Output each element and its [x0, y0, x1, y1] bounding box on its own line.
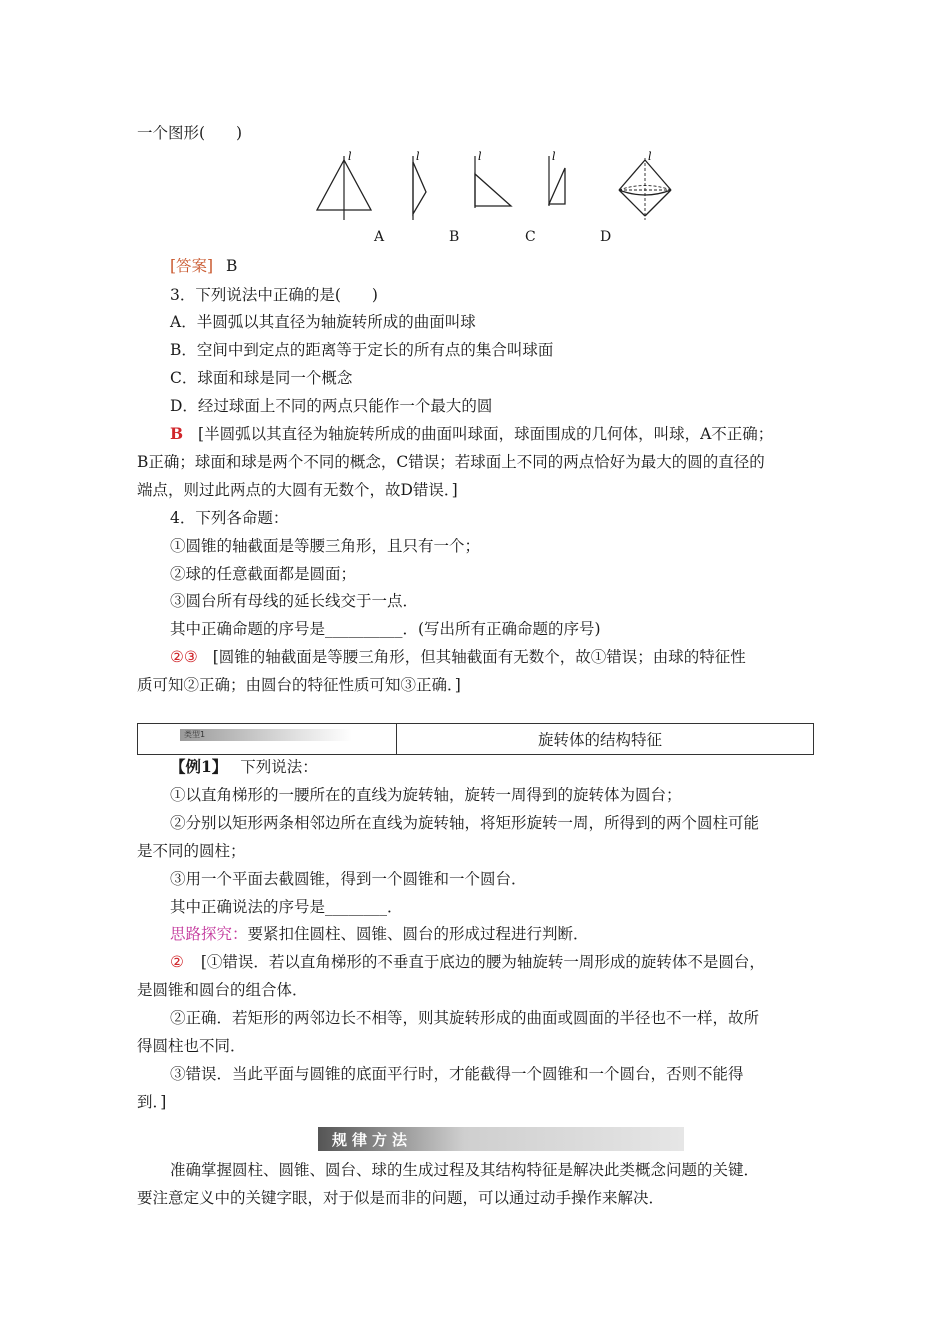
- svg-text:l: l: [416, 150, 420, 163]
- q3-answer: B: [170, 424, 184, 443]
- q3-explanation-line2: B正确；球面和球是两个不同的概念，C错误；若球面上不同的两点恰好为最大的圆的直径的: [137, 453, 765, 471]
- example-explanation-line1: [①错误．若以直角梯形的不垂直于底边的腰为轴旋转一周形成的旋转体不是圆台，: [200, 953, 765, 971]
- figure-triangle-symmetric: [317, 150, 371, 220]
- svg-text:l: l: [552, 150, 556, 163]
- q4-stem: 4．下列各命题：: [170, 509, 289, 527]
- q4-item-2: ②球的任意截面都是圆面；: [170, 565, 357, 583]
- method-banner: [318, 1127, 684, 1151]
- type-tag: 类型1: [180, 729, 352, 741]
- example-label: 【例1】: [170, 757, 228, 776]
- q4-item-3: ③圆台所有母线的延长线交于一点．: [170, 592, 419, 610]
- example-explanation-line5: ③错误．当此平面与圆锥的底面平行时，才能截得一个圆锥和一个圆台，否则不能得: [170, 1065, 744, 1083]
- q3-option-b: B．空间中到定点的距离等于定长的所有点的集合叫球面: [170, 341, 554, 359]
- answer-tag: [答案]: [170, 257, 214, 275]
- example-explanation-line6: 到．]: [137, 1093, 167, 1111]
- type-title: 旋转体的结构特征: [538, 731, 663, 749]
- example-item-3: ③用一个平面去截圆锥，得到一个圆锥和一个圆台．: [170, 870, 527, 888]
- type-box-divider: [396, 724, 397, 754]
- q2-stem-tail: 一个图形( ): [137, 124, 243, 142]
- example-item-2-cont: 是不同的圆柱；: [137, 842, 246, 860]
- axis-label: l: [348, 150, 352, 163]
- option-label-c: C: [525, 229, 536, 245]
- option-label-a: A: [374, 229, 385, 245]
- method-text-line1: 准确掌握圆柱、圆锥、圆台、球的生成过程及其结构特征是解决此类概念问题的关键．: [170, 1161, 760, 1179]
- method-text-line2: 要注意定义中的关键字眼，对于似是而非的问题，可以通过动手操作来解决．: [137, 1189, 665, 1207]
- example-item-2: ②分别以矩形两条相邻边所在直线为旋转轴，将矩形旋转一周，所得到的两个圆柱可能: [170, 814, 760, 832]
- q4-explanation-line2: 质可知②正确；由圆台的特征性质可知③正确．]: [137, 676, 461, 694]
- figure-option-a: [413, 150, 426, 220]
- example-explanation-line4: 得圆柱也不同．: [137, 1037, 246, 1055]
- svg-text:l: l: [648, 150, 652, 163]
- q4-explanation-line1: [圆锥的轴截面是等腰三角形，但其轴截面有无数个，故①错误；由球的特征性: [212, 648, 746, 666]
- q4-answer: ②③: [170, 648, 198, 666]
- q2-answer: B: [226, 257, 238, 275]
- method-banner-text: 规律方法: [332, 1131, 413, 1149]
- q4-ask: 其中正确命题的序号是__________．(写出所有正确命题的序号): [170, 620, 601, 638]
- example-explanation-line2: 是圆锥和圆台的组合体．: [137, 981, 308, 999]
- svg-text:l: l: [478, 150, 482, 163]
- q3-option-a: A．半圆弧以其直径为轴旋转所成的曲面叫球: [170, 313, 476, 331]
- example-ask: 其中正确说法的序号是________．: [170, 898, 403, 916]
- example-stem: 下列说法：: [240, 758, 318, 776]
- option-label-d: D: [600, 229, 612, 245]
- q3-option-c: C．球面和球是同一个概念: [170, 369, 353, 387]
- hint-label: 思路探究：: [170, 925, 248, 943]
- example-explanation-line3: ②正确．若矩形的两邻边长不相等，则其旋转形成的曲面或圆面的半径也不一样，故所: [170, 1009, 760, 1027]
- type-header-box: [137, 723, 814, 755]
- figure-option-d: [619, 150, 671, 220]
- q3-explanation-line3: 端点，则过此两点的大圆有无数个，故D错误．]: [137, 481, 458, 499]
- rotation-figure: [300, 148, 700, 228]
- hint-text: 要紧扣住圆柱、圆锥、圆台的形成过程进行判断．: [247, 925, 589, 943]
- option-label-b: B: [449, 229, 460, 245]
- q3-option-d: D．经过球面上不同的两点只能作一个最大的圆: [170, 397, 493, 415]
- q4-item-1: ①圆锥的轴截面是等腰三角形，且只有一个；: [170, 537, 481, 555]
- q3-stem: 3．下列说法中正确的是( ): [170, 286, 378, 304]
- figure-option-b: [475, 150, 511, 208]
- example-answer: ②: [170, 953, 184, 971]
- figure-option-c: [549, 150, 565, 206]
- q3-explanation-line1: [半圆弧以其直径为轴旋转所成的曲面叫球面，球面围成的几何体，叫球，A不正确；: [198, 425, 774, 443]
- example-item-1: ①以直角梯形的一腰所在的直线为旋转轴，旋转一周得到的旋转体为圆台；: [170, 786, 682, 804]
